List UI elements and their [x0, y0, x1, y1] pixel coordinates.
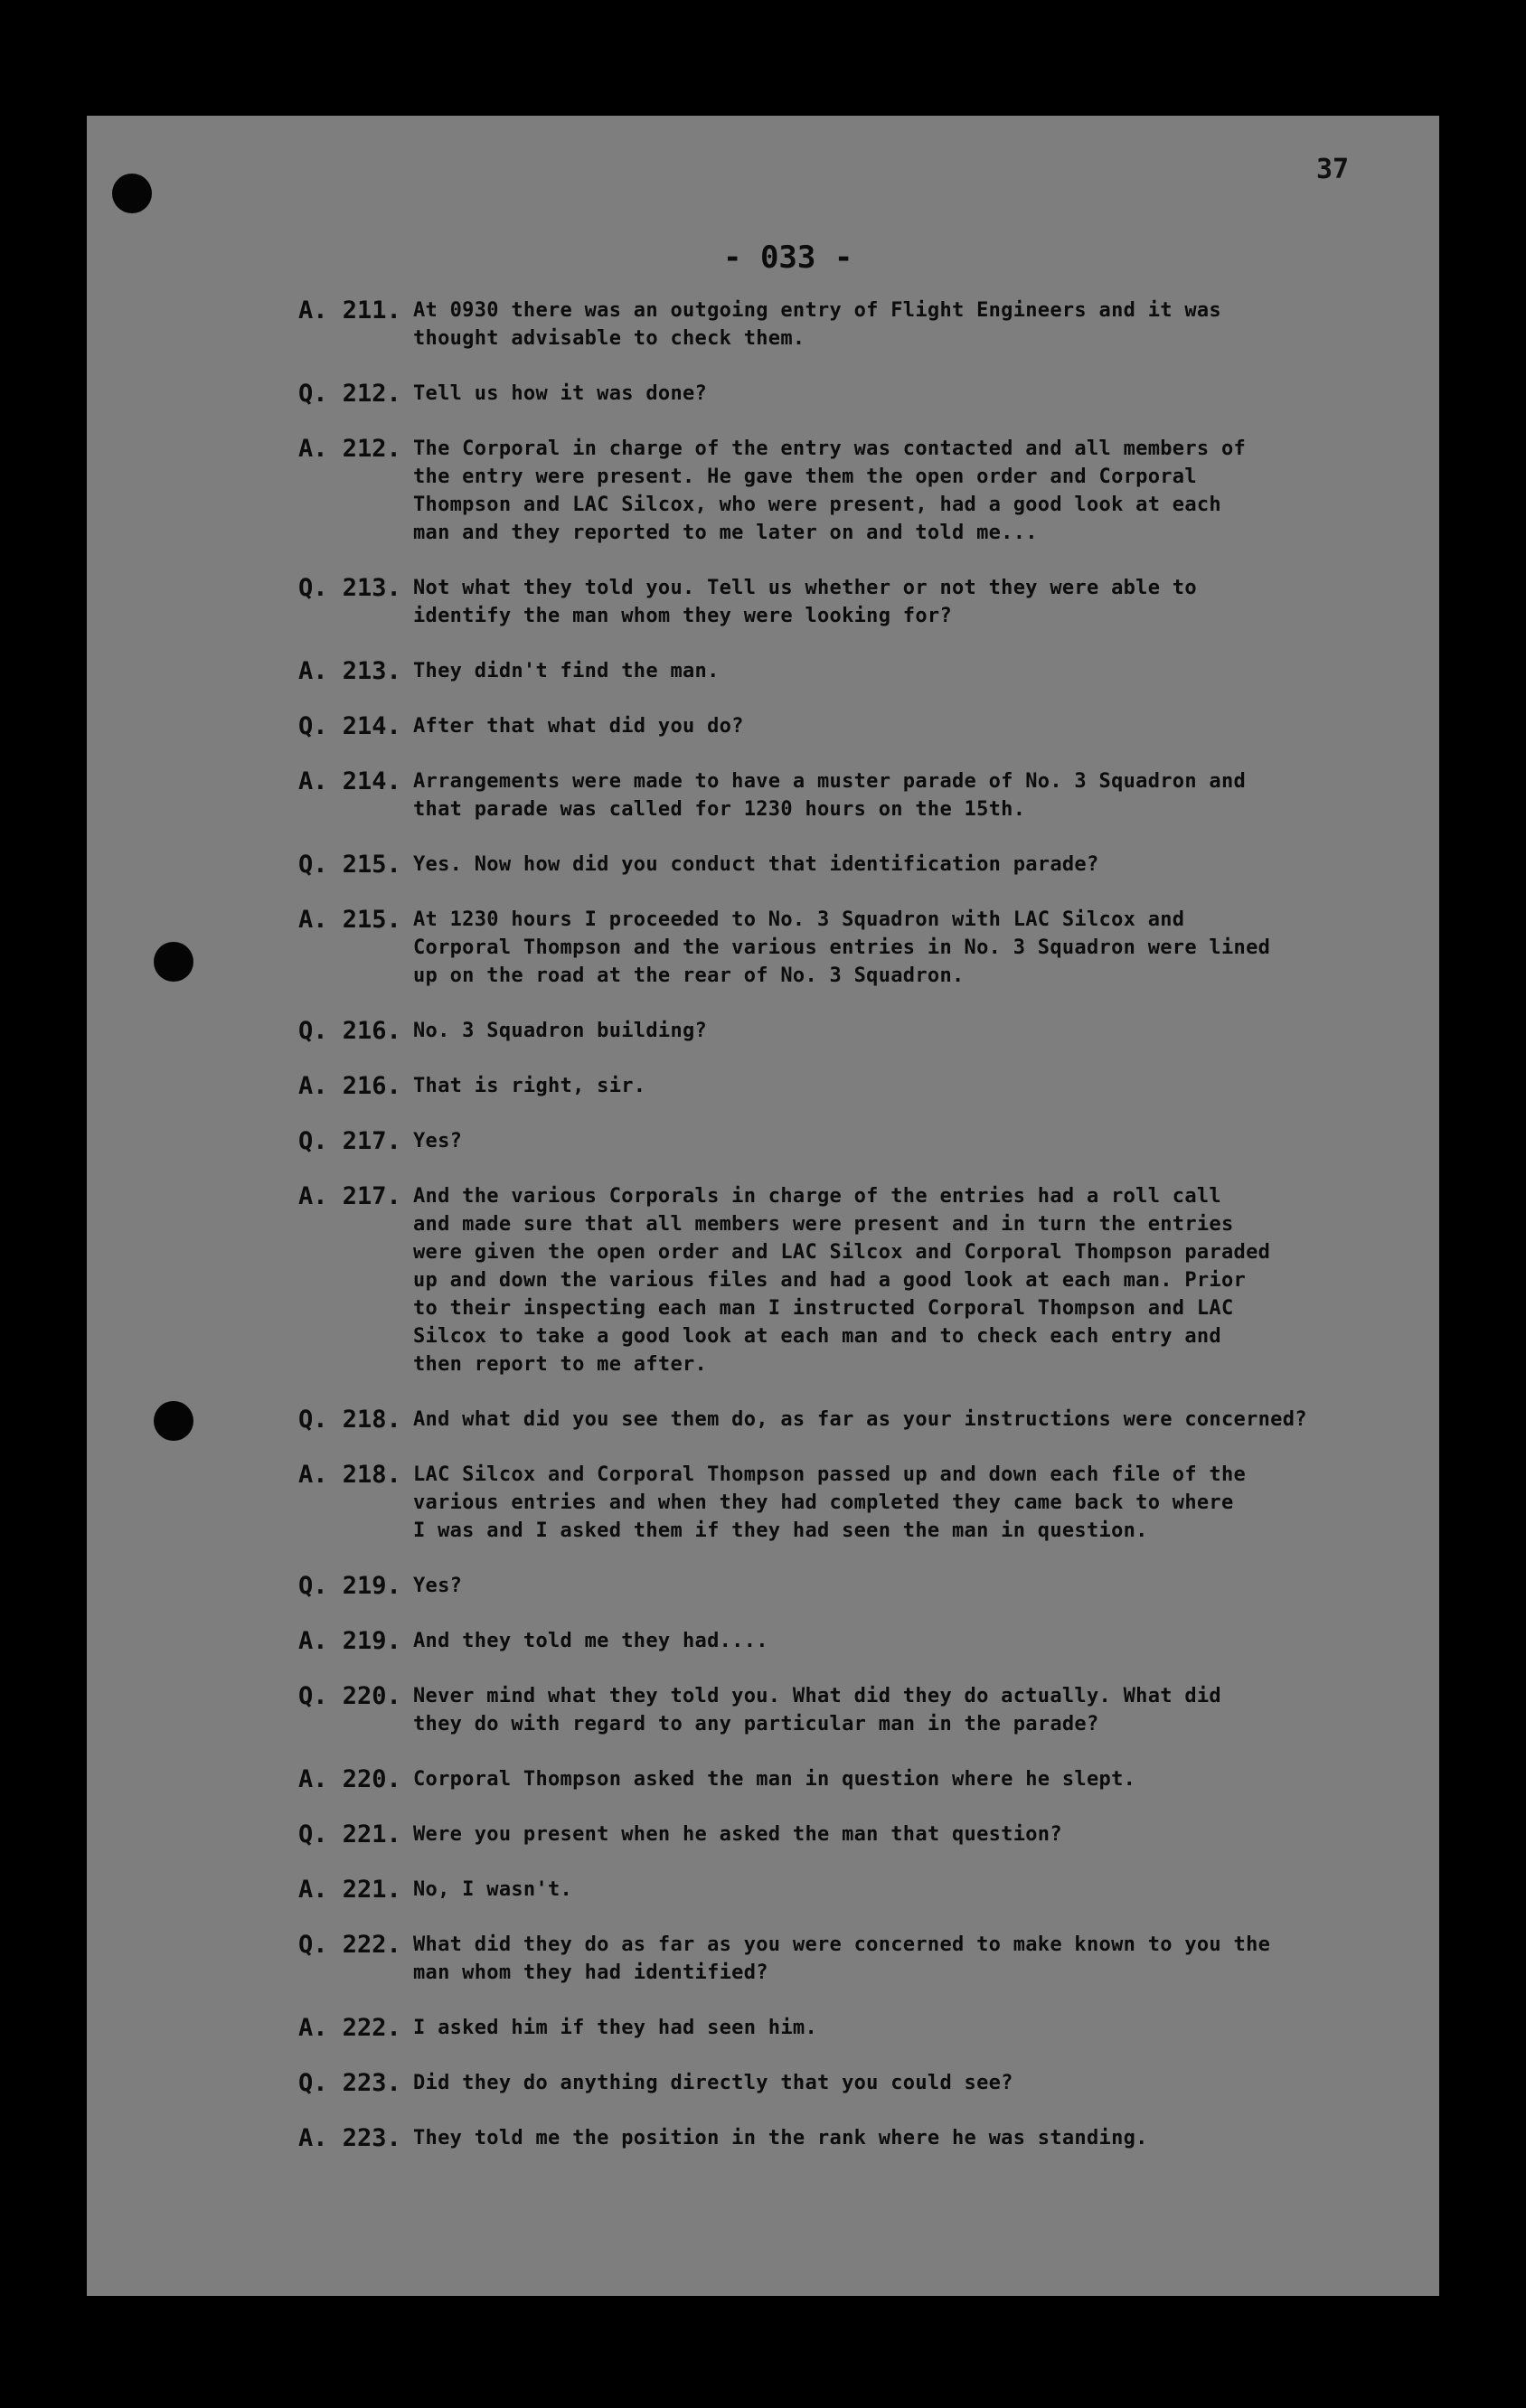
transcript-entry — [298, 1182, 1437, 1378]
transcript-entry — [298, 435, 1437, 547]
entry-label: A. 220. — [298, 1765, 401, 1793]
entry-text: And what did you see them do, as far as your instructions were concerned? — [413, 1408, 1307, 1431]
transcript-entry — [298, 1765, 1437, 1793]
entry-text: Were you present when he asked the man that question? — [413, 1823, 1062, 1846]
entry-label: A. 216. — [298, 1072, 401, 1100]
transcript-entry — [298, 380, 1437, 408]
entry-text: And the various Corporals in charge of the entries had a roll call and made sure that all members were present and in turn the entries were given the open order and LAC Silcox and Corporal Thompson paraded up and down the various files and had a good look at each man. Prior to their inspecting each man I instructed Corporal Thompson and LAC Silcox to take a good look at each man and to check each entry and then report to me after. — [413, 1185, 1271, 1376]
transcript-entry — [298, 851, 1437, 879]
entry-label: Q. 215. — [298, 851, 401, 879]
punch-hole-top — [112, 174, 152, 213]
transcript-entry — [298, 1876, 1437, 1904]
entry-text: I asked him if they had seen him. — [413, 2017, 817, 2039]
punch-hole-middle — [154, 942, 193, 982]
entry-label: A. 217. — [298, 1182, 401, 1210]
transcript-entry — [298, 2124, 1437, 2152]
entry-text: What did they do as far as you were concerned to make known to you the man whom they had identified? — [413, 1933, 1271, 1984]
entry-label: A. 219. — [298, 1627, 401, 1655]
entry-label: Q. 223. — [298, 2069, 401, 2097]
transcript-entry — [298, 657, 1437, 685]
transcript-entry — [298, 2069, 1437, 2097]
entry-text: Did they do anything directly that you could see? — [413, 2072, 1013, 2094]
entry-label: Q. 212. — [298, 380, 401, 408]
entry-label: Q. 218. — [298, 1406, 401, 1434]
transcript-entry — [298, 2014, 1437, 2042]
transcript-entry — [298, 1127, 1437, 1155]
entry-text: No. 3 Squadron building? — [413, 1020, 708, 1042]
entry-text: The Corporal in charge of the entry was contacted and all members of the entry were present. He gave them the open order and Corporal Thompson and LAC Silcox, who were present, had a good look at each man and they reported to me later on and told me... — [413, 437, 1247, 544]
entry-text: Yes? — [413, 1575, 463, 1597]
entry-text: Never mind what they told you. What did they do actually. What did they do with regard to any particular man in the parade? — [413, 1685, 1221, 1735]
entry-label: A. 211. — [298, 296, 401, 325]
transcript-entry — [298, 767, 1437, 823]
transcript-entry — [298, 1931, 1437, 1987]
transcript-entry — [298, 712, 1437, 740]
entry-text: LAC Silcox and Corporal Thompson passed up and down each file of the various entries and when they had completed they came back to where I was and I asked them if they had seen the man in question. — [413, 1463, 1247, 1542]
entry-text: They didn't find the man. — [413, 660, 720, 682]
transcript-entries — [298, 296, 1437, 2179]
transcript-entry — [298, 1072, 1437, 1100]
entry-label: Q. 216. — [298, 1017, 401, 1045]
entry-label: A. 215. — [298, 906, 401, 934]
punch-hole-bottom — [154, 1401, 193, 1441]
transcript-entry — [298, 1017, 1437, 1045]
entry-text: No, I wasn't. — [413, 1878, 573, 1901]
entry-label: Q. 221. — [298, 1820, 401, 1848]
entry-label: Q. 217. — [298, 1127, 401, 1155]
entry-text: And they told me they had.... — [413, 1630, 768, 1652]
entry-label: Q. 219. — [298, 1572, 401, 1600]
entry-text: After that what did you do? — [413, 715, 744, 738]
transcript-entry — [298, 1682, 1437, 1738]
entry-label: A. 222. — [298, 2014, 401, 2042]
entry-label: A. 213. — [298, 657, 401, 685]
entry-text: Corporal Thompson asked the man in question where he slept. — [413, 1768, 1136, 1791]
entry-label: Q. 214. — [298, 712, 401, 740]
transcript-entry — [298, 1820, 1437, 1848]
entry-text: Tell us how it was done? — [413, 382, 708, 405]
entry-text: That is right, sir. — [413, 1075, 646, 1097]
entry-label: Q. 220. — [298, 1682, 401, 1710]
page-number: 37 — [1316, 154, 1350, 185]
page-title: - 033 - — [723, 240, 853, 276]
transcript-entry — [298, 906, 1437, 990]
entry-text: Yes. Now how did you conduct that identification parade? — [413, 853, 1099, 876]
entry-label: A. 223. — [298, 2124, 401, 2152]
entry-label: A. 218. — [298, 1461, 401, 1489]
transcript-entry — [298, 1627, 1437, 1655]
entry-text: At 0930 there was an outgoing entry of Flight Engineers and it was thought advisable to check them. — [413, 299, 1221, 350]
entry-text: At 1230 hours I proceeded to No. 3 Squadron with LAC Silcox and Corporal Thompson and the various entries in No. 3 Squadron were lined up on the road at the rear of No. 3 Squadron. — [413, 908, 1271, 987]
transcript-entry — [298, 574, 1437, 630]
entry-text: Not what they told you. Tell us whether or not they were able to identify the man whom they were looking for? — [413, 577, 1197, 627]
entry-text: They told me the position in the rank where he was standing. — [413, 2127, 1148, 2149]
entry-label: A. 221. — [298, 1876, 401, 1904]
entry-label: A. 214. — [298, 767, 401, 795]
entry-label: A. 212. — [298, 435, 401, 463]
transcript-entry — [298, 296, 1437, 353]
transcript-entry — [298, 1406, 1437, 1434]
entry-text: Arrangements were made to have a muster parade of No. 3 Squadron and that parade was called for 1230 hours on the 15th. — [413, 770, 1247, 821]
transcript-entry — [298, 1461, 1437, 1545]
entry-label: Q. 213. — [298, 574, 401, 602]
entry-label: Q. 222. — [298, 1931, 401, 1959]
entry-text: Yes? — [413, 1130, 463, 1152]
transcript-entry — [298, 1572, 1437, 1600]
